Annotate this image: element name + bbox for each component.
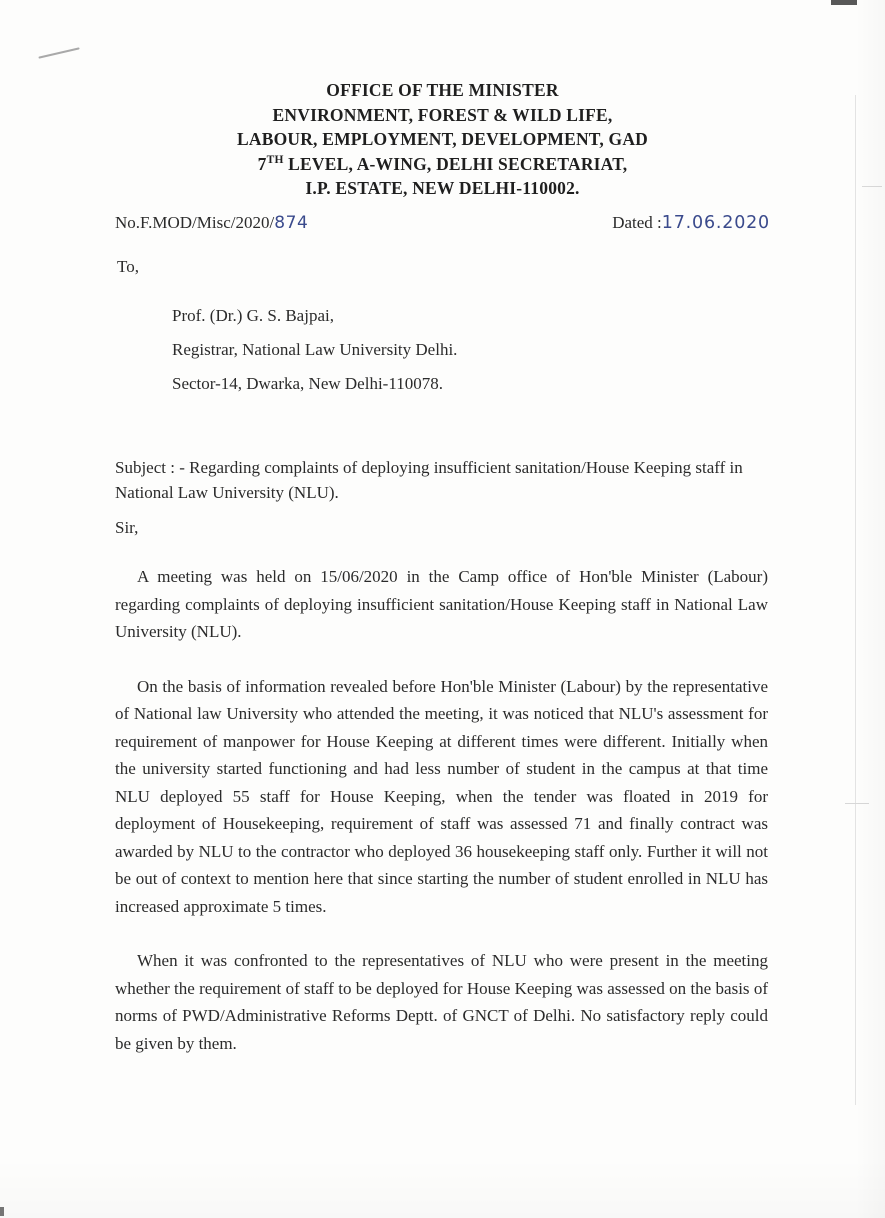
reference-number-handwritten: 874	[274, 213, 309, 233]
letterhead	[0, 78, 885, 201]
letterhead-line-office: OFFICE OF THE MINISTER	[326, 80, 559, 100]
level-ordinal-suffix: TH	[266, 153, 284, 166]
salutation: Sir,	[115, 518, 139, 537]
level-address-rest: LEVEL, A-WING, DELHI SECRETARIAT,	[283, 153, 628, 174]
subject-line: Subject : - Regarding complaints of deploying insufficient sanitation/House Keeping staff in National Law University (NLU).	[115, 458, 743, 502]
level-number: 7	[257, 153, 267, 174]
letterhead-line-address-level	[0, 152, 885, 177]
date-block	[612, 213, 770, 233]
to-label: To,	[117, 257, 139, 276]
addressee-block	[172, 299, 457, 401]
scan-shadow-bottom	[0, 1158, 885, 1218]
reference-number-printed: No.F.MOD/Misc/2020/	[115, 213, 275, 232]
scan-edge-artifact	[831, 0, 857, 5]
pen-stroke-mark-icon	[38, 47, 79, 58]
letterhead-line-departments-1: ENVIRONMENT, FOREST & WILD LIFE,	[272, 104, 613, 125]
body-paragraph: On the basis of information revealed before Hon'ble Minister (Labour) by the representative of National law University who attended the meeting, it was noticed that NLU's assessment for requirement of manpower for House Keeping at different times were different. Initially when the university started functioning and had less number of student in the campus at that time NLU deployed 55 staff for House Keeping, when the tender was floated in 2019 for deployment of Housekeeping, requirement of staff was assessed 71 and finally contract was awarded by NLU to the contractor who deployed 36 housekeeping staff only. Further it will not be out of context to mention here that since starting the number of student enrolled in NLU has increased approximate 5 times.	[115, 676, 768, 916]
addressee-line-name: Prof. (Dr.) G. S. Bajpai,	[172, 306, 334, 325]
date-handwritten: 17.06.2020	[661, 213, 770, 233]
date-label: Dated :	[612, 213, 662, 232]
letter-body	[115, 563, 768, 1057]
letterhead-line-departments-2: LABOUR, EMPLOYMENT, DEVELOPMENT, GAD	[236, 129, 648, 150]
scan-crease-line	[855, 95, 856, 1105]
letterhead-line-address-estate: I.P. ESTATE, NEW DELHI-110002.	[305, 178, 580, 199]
scan-speck-mid-right	[845, 803, 869, 804]
reference-row	[115, 213, 770, 233]
body-paragraph: A meeting was held on 15/06/2020 in the Camp office of Hon'ble Minister (Labour) regarding complaints of deploying insufficient sanitation/House Keeping staff in National Law University (NLU).	[115, 567, 768, 641]
body-paragraph: When it was confronted to the representatives of NLU who were present in the meeting whether the requirement of staff to be deployed for House Keeping was assessed on the basis of norms of PWD/Administrative Reforms Deptt. of GNCT of Delhi. No satisfactory reply could be given by them.	[115, 951, 768, 1053]
addressee-line-designation: Registrar, National Law University Delhi.	[172, 340, 458, 359]
reference-number	[115, 213, 308, 233]
addressee-line-address: Sector-14, Dwarka, New Delhi-110078.	[172, 374, 443, 393]
scan-speck-bottom-left	[0, 1207, 4, 1216]
